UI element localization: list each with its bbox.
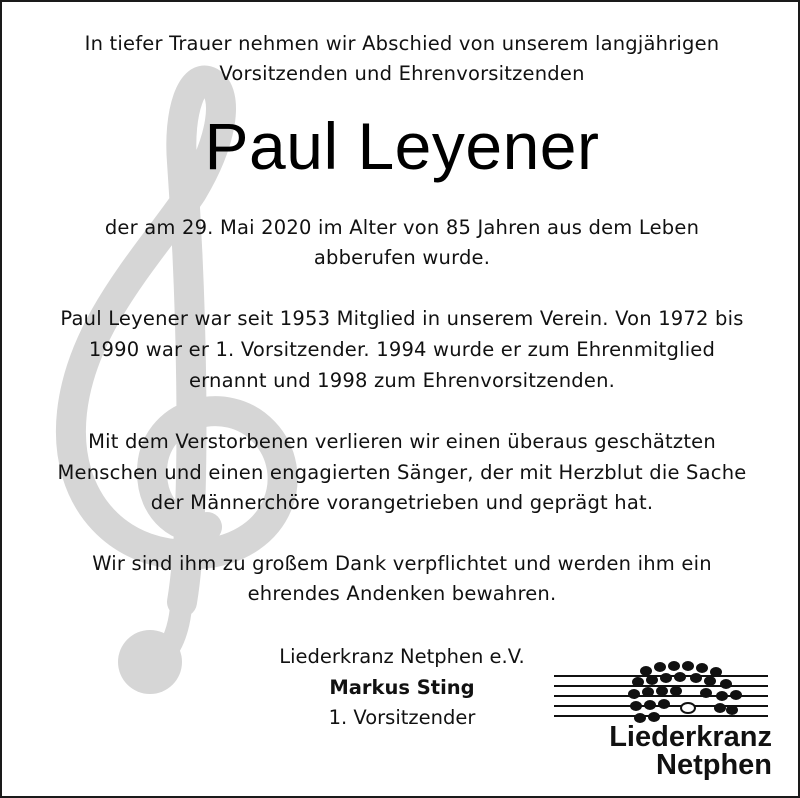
paragraph3-line-1: Mit dem Verstorbenen verlieren wir einen überaus geschätzten bbox=[88, 430, 716, 453]
logo-text-line-2: Netphen bbox=[656, 749, 772, 781]
intro-line-1: In tiefer Trauer nehmen wir Abschied von unserem langjährigen bbox=[84, 32, 720, 55]
paragraph3-line-2: Menschen und einen engagierten Sänger, der mit Herzblut die Sache bbox=[57, 461, 747, 484]
signature-person: Markus Sting bbox=[329, 676, 475, 699]
deceased-name: Paul Leyener bbox=[204, 109, 600, 183]
paragraph2-line-3: ernannt und 1998 zum Ehrenvorsitzenden. bbox=[188, 369, 616, 392]
signature-organization: Liederkranz Netphen e.V. bbox=[279, 645, 525, 668]
paragraph3-line-3: der Männerchöre vorangetrieben und geprägt hat. bbox=[150, 491, 654, 514]
paragraph4-line-1: Wir sind ihm zu großem Dank verpflichtet und werden ihm ein bbox=[92, 552, 712, 575]
paragraph1-line-2: abberufen wurde. bbox=[313, 246, 491, 269]
paragraph1-line-1: der am 29. Mai 2020 im Alter von 85 Jahren aus dem Leben bbox=[104, 216, 700, 239]
paragraph2-line-2: 1990 war er 1. Vorsitzender. 1994 wurde er zum Ehrenmitglied bbox=[88, 338, 716, 361]
paragraph2-line-1: Paul Leyener war seit 1953 Mitglied in unserem Verein. Von 1972 bis bbox=[60, 307, 744, 330]
signature-role: 1. Vorsitzender bbox=[328, 706, 476, 729]
liederkranz-logo bbox=[550, 658, 780, 786]
music-staff-logo-icon bbox=[550, 658, 780, 728]
intro-line-2: Vorsitzenden und Ehrenvorsitzenden bbox=[219, 62, 585, 85]
logo-text-line-1: Liederkranz bbox=[609, 721, 772, 753]
paragraph4-line-2: ehrendes Andenken bewahren. bbox=[247, 582, 557, 605]
